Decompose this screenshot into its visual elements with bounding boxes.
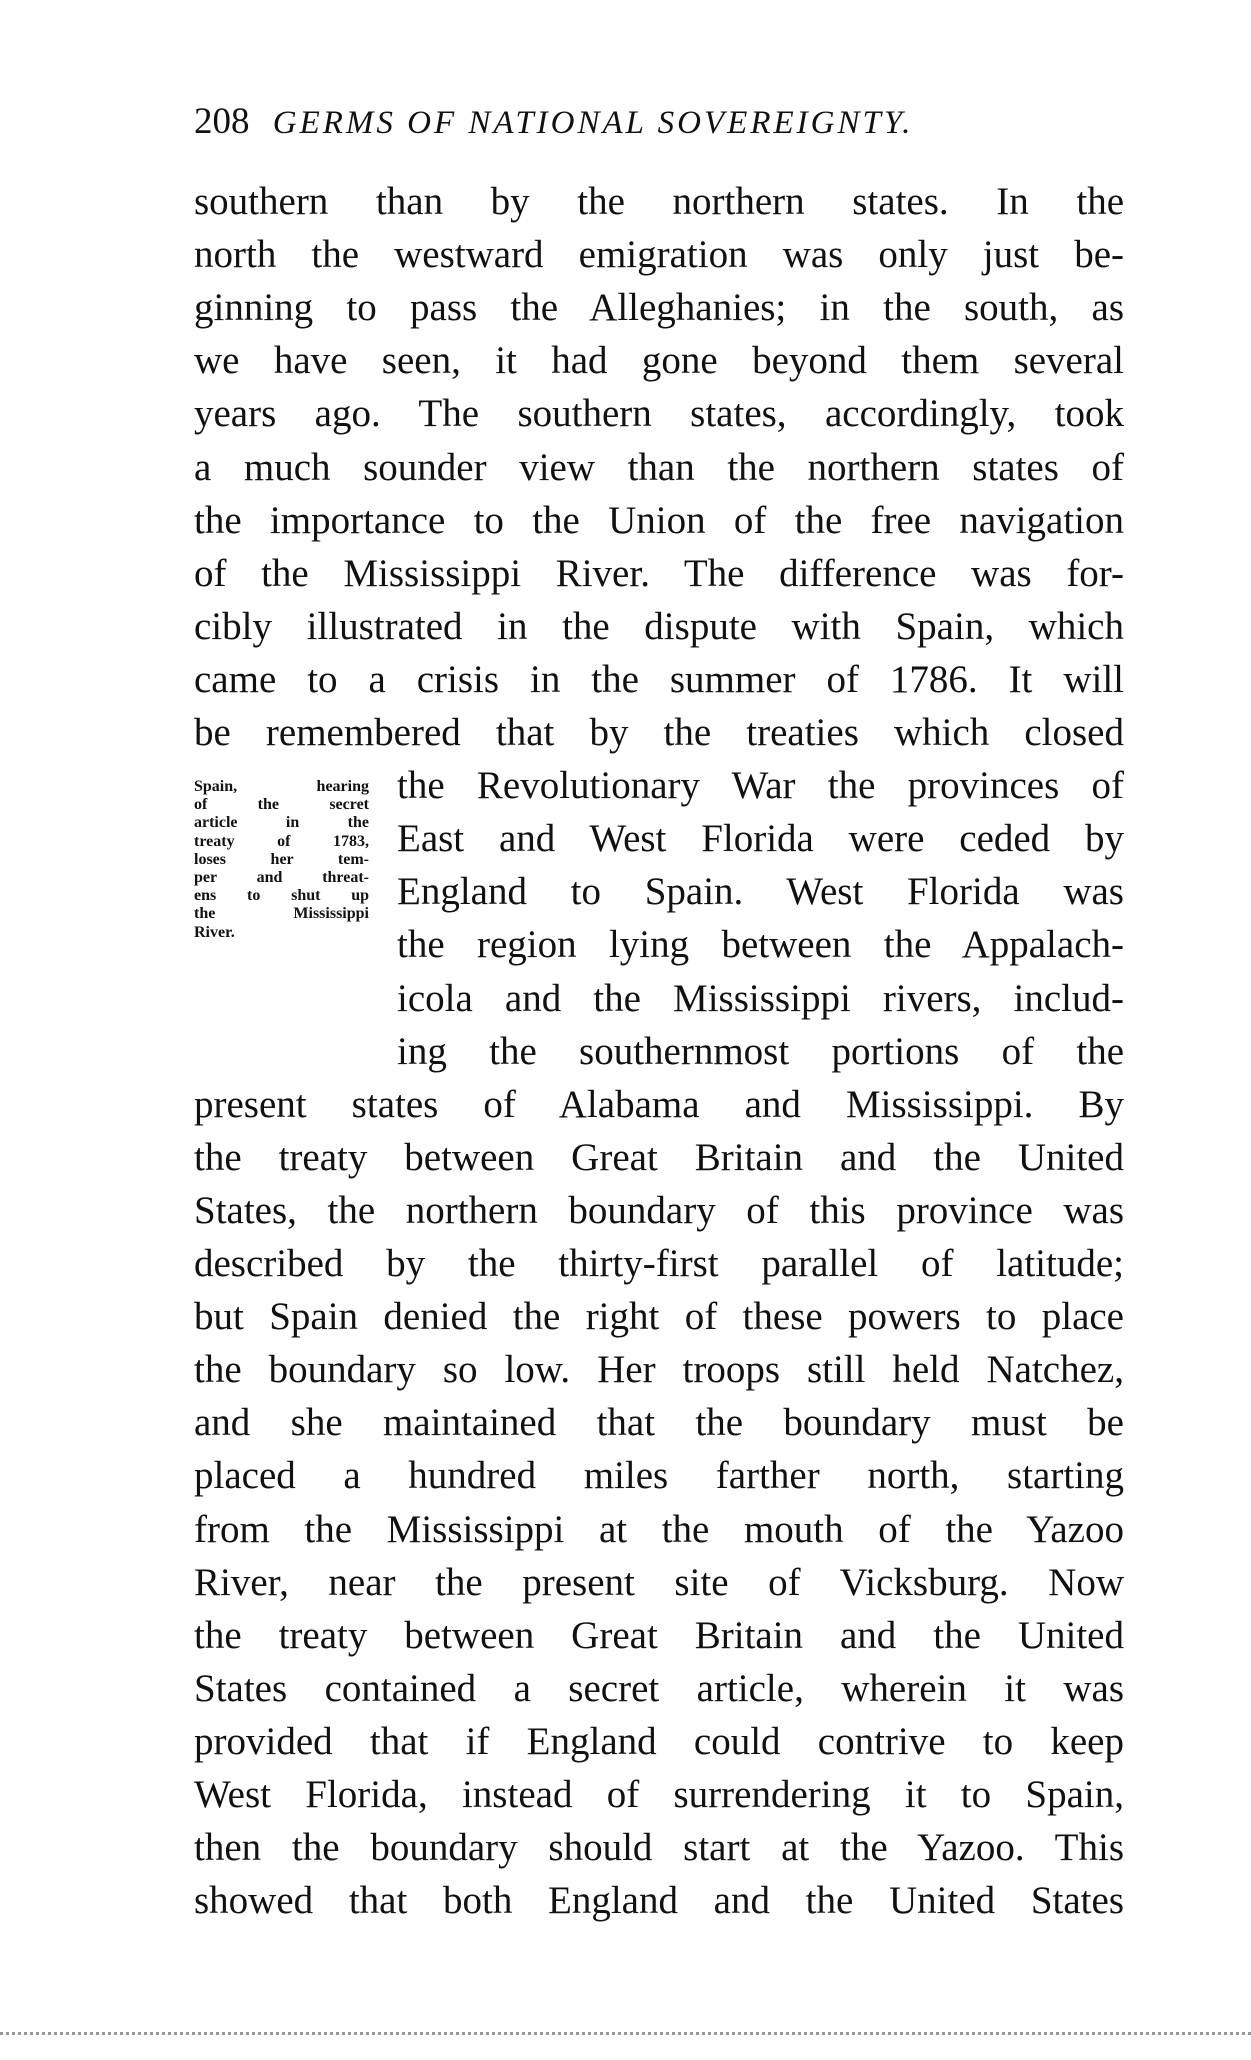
text-line: be remembered that by the treaties which closed xyxy=(194,711,1124,754)
text-line: of the Mississippi River. The difference was for- xyxy=(194,551,1124,595)
page-number: 208 xyxy=(194,101,250,142)
text-line: the treaty between Great Britain and the United xyxy=(194,1135,1124,1179)
text-line: provided that if England could contrive to keep xyxy=(194,1719,1124,1763)
margin-note xyxy=(194,778,369,942)
margin-note-line: treaty of 1783, xyxy=(194,832,369,850)
text-line: States, the northern boundary of this province was xyxy=(194,1188,1124,1232)
text-line: then the boundary should start at the Yazoo. This xyxy=(194,1826,1124,1870)
text-line: the treaty between Great Britain and the United xyxy=(194,1613,1124,1657)
text-line: southern than by the northern states. In the xyxy=(194,180,1124,223)
text-line: East and West Florida were ceded by xyxy=(397,817,1124,861)
margin-note-line: article in the xyxy=(194,814,369,832)
text-line: from the Mississippi at the mouth of the Yazoo xyxy=(194,1507,1124,1551)
text-line: present states of Alabama and Mississippi. By xyxy=(194,1082,1124,1126)
text-line: River, near the present site of Vicksburg. Now xyxy=(194,1560,1124,1604)
margin-note-line: the Mississippi xyxy=(194,905,369,923)
text-line: ginning to pass the Alleghanies; in the south, as xyxy=(194,286,1124,330)
text-line: ing the southernmost portions of the xyxy=(397,1029,1124,1073)
scan-artifact-line xyxy=(0,2032,1251,2039)
text-line: showed that both England and the United States xyxy=(194,1879,1124,1923)
text-line: we have seen, it had gone beyond them several xyxy=(194,339,1124,383)
text-line: described by the thirty-first parallel of latitude; xyxy=(194,1242,1124,1285)
text-line: cibly illustrated in the dispute with Spain, which xyxy=(194,604,1124,648)
text-line: the boundary so low. Her troops still held Natchez, xyxy=(194,1348,1124,1392)
text-line: a much sounder view than the northern states of xyxy=(194,445,1124,489)
text-line: north the westward emigration was only just be- xyxy=(194,233,1124,277)
text-line: States contained a secret article, wherein it was xyxy=(194,1666,1124,1710)
text-line: icola and the Mississippi rivers, includ- xyxy=(397,976,1124,1020)
text-line: England to Spain. West Florida was xyxy=(397,870,1124,914)
text-line: and she maintained that the boundary must be xyxy=(194,1401,1124,1445)
margin-note-line: Spain, hearing xyxy=(194,778,369,795)
margin-note-line: of the secret xyxy=(194,796,369,814)
margin-note-line: River. xyxy=(194,923,235,941)
running-title: GERMS OF NATIONAL SOVEREIGNTY. xyxy=(272,105,914,141)
margin-note-line: ens to shut up xyxy=(194,887,369,905)
margin-note-line: loses her tem- xyxy=(194,850,369,868)
text-line: the region lying between the Appalach- xyxy=(397,923,1124,967)
text-line: placed a hundred miles farther north, starting xyxy=(194,1454,1124,1498)
text-line: but Spain denied the right of these powers to place xyxy=(194,1295,1124,1339)
text-line: West Florida, instead of surrendering it to Spain, xyxy=(194,1773,1124,1816)
margin-note-line: per and threat- xyxy=(194,869,369,887)
running-header xyxy=(194,100,1094,143)
text-line: came to a crisis in the summer of 1786. It will xyxy=(194,657,1124,701)
text-line: the Revolutionary War the provinces of xyxy=(397,764,1124,808)
text-line: the importance to the Union of the free navigation xyxy=(194,498,1124,542)
text-line: years ago. The southern states, accordingly, took xyxy=(194,392,1124,436)
